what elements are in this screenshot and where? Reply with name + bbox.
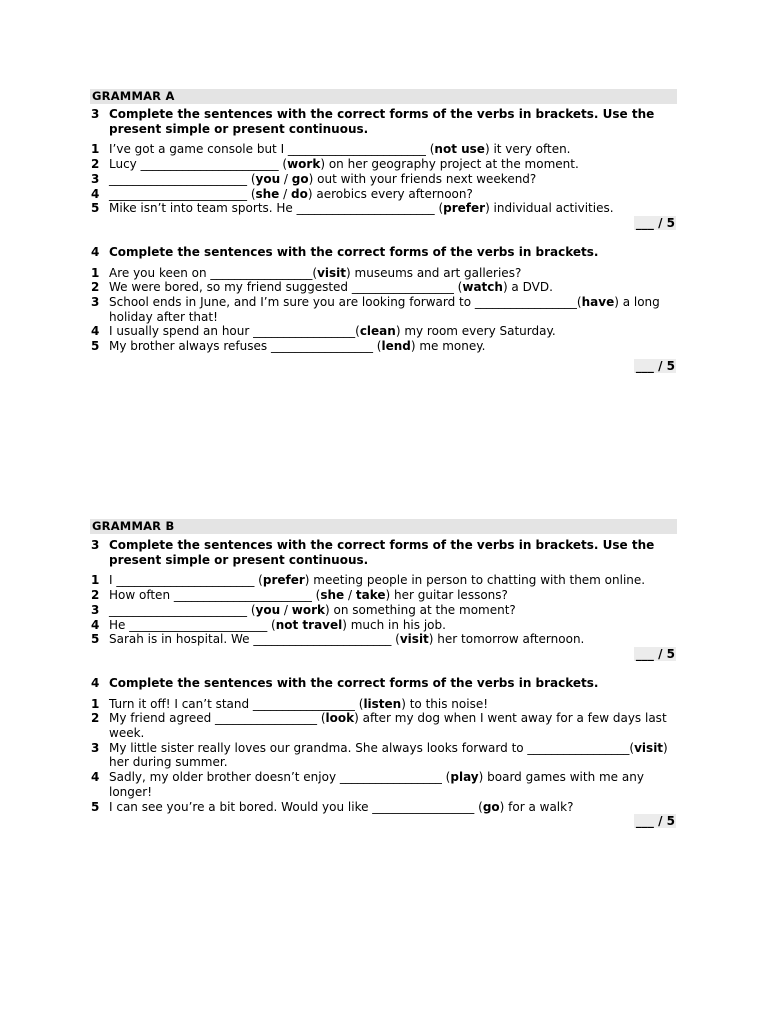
list-item [90,573,677,588]
item-sentence [109,741,677,770]
item-sentence [109,573,677,588]
sentence-text: ) meeting people in person to chatting with them online. [304,573,646,588]
item-number: 3 [91,295,100,310]
sentence-text: _______________________ ( [109,186,256,201]
sentence-text: _______________________ ( [109,171,256,186]
list-item [90,266,677,281]
score-box [90,359,677,373]
item-number: 5 [91,339,100,354]
sentence-text: My friend agreed _________________ ( [109,711,326,726]
sentence-text: I usually spend an hour _________________( [109,324,360,339]
verb-prompt: clean [359,324,396,339]
sentence-text: ) aerobics every afternoon? [307,186,473,201]
sentence-text: I _______________________ ( [109,573,263,588]
exercise-3 [90,538,677,661]
sentence-text: How often _______________________ ( [109,588,321,603]
verb-prompt: not use [434,142,485,157]
item-sentence [109,187,677,202]
verb-prompt: go [482,799,500,814]
exercise-instruction: Complete the sentences with the correct forms of the verbs in brackets. Use the present simple or present continuous. [109,107,655,136]
sentence-text: Sadly, my older brother doesn’t enjoy _________________ ( [109,770,451,785]
verb-prompt: take [355,588,386,603]
grammar-a-section [90,89,677,373]
score-box [90,216,677,230]
verb-prompt: visit [634,740,664,755]
item-sentence [109,266,677,281]
score-text: ___ / 5 [635,646,675,661]
item-sentence [109,603,677,618]
list-item [90,187,677,202]
verb-prompt: play [450,770,479,785]
item-number: 3 [91,602,100,617]
score-text: ___ / 5 [635,814,675,829]
verb-prompt: not travel [275,617,343,632]
item-number: 4 [91,770,100,785]
item-list [90,142,677,216]
item-sentence [109,172,677,187]
verb-prompt: visit [317,265,347,280]
grammar-b-section [90,519,677,828]
item-number: 3 [91,740,100,755]
verb-prompt: work [291,602,326,617]
sentence-text: / [280,171,292,186]
item-number: 4 [91,324,100,339]
verb-prompt: prefer [262,573,305,588]
list-item [90,588,677,603]
sentence-text: ) her tomorrow afternoon. [428,632,585,647]
exercise-number: 4 [91,244,100,259]
item-sentence [109,711,677,740]
section-title: GRAMMAR A [90,89,677,104]
sentence-text: ) much in his job. [342,617,446,632]
exercise-4 [90,676,677,828]
exercise-header [90,676,677,691]
verb-prompt: watch [462,280,503,295]
sentence-text: Turn it off! I can’t stand _________________ ( [109,696,364,711]
verb-prompt: she [320,588,345,603]
verb-prompt: prefer [443,201,486,216]
list-item [90,280,677,295]
item-number: 1 [91,696,100,711]
exercise-number: 3 [91,538,100,552]
item-sentence [109,632,677,647]
sentence-text: ) museums and art galleries? [346,265,522,280]
item-number: 1 [91,265,100,280]
item-sentence [109,324,677,339]
sentence-text: He _______________________ ( [109,617,276,632]
exercise-header [90,107,677,136]
sentence-text: / [280,602,292,617]
sentence-text: ) to this noise! [401,696,489,711]
item-sentence [109,201,677,216]
list-item [90,324,677,339]
score-text: ___ / 5 [635,215,675,230]
sentence-text: ) after my dog when I went away for a few days last week. [109,711,667,741]
section-title: GRAMMAR B [90,519,677,534]
list-item [90,741,677,770]
sentence-text: _______________________ ( [109,602,256,617]
exercise-instruction: Complete the sentences with the correct forms of the verbs in brackets. Use the present simple or present continuous. [109,538,655,567]
exercise-instruction: Complete the sentences with the correct forms of the verbs in brackets. [109,675,599,690]
sentence-text: ) me money. [410,339,486,354]
item-number: 5 [91,201,100,216]
sentence-text: ) her guitar lessons? [385,588,508,603]
item-number: 5 [91,632,100,647]
item-sentence [109,697,677,712]
item-list [90,266,677,354]
sentence-text: Are you keen on _________________( [109,265,318,280]
sentence-text: ) out with your friends next weekend? [308,171,537,186]
verb-prompt: have [581,295,615,310]
verb-prompt: listen [363,696,402,711]
item-number: 1 [91,573,100,588]
item-number: 2 [91,588,100,603]
item-sentence [109,339,677,354]
verb-prompt: go [291,171,309,186]
list-item [90,603,677,618]
list-item [90,711,677,740]
item-number: 3 [91,171,100,186]
item-number: 4 [91,617,100,632]
sentence-text: ) her during summer. [109,740,668,770]
verb-prompt: look [325,711,355,726]
sentence-text: I can see you’re a bit bored. Would you like _________________ ( [109,799,483,814]
sentence-text: ) it very often. [484,142,571,157]
exercise-number: 3 [91,107,100,121]
exercise-header [90,245,677,260]
item-number: 4 [91,186,100,201]
list-item [90,632,677,647]
item-number: 2 [91,280,100,295]
list-item [90,142,677,157]
sentence-text: ) a DVD. [502,280,553,295]
sentence-text: ) a long holiday after that! [109,295,660,324]
item-number: 5 [91,799,100,814]
exercise-3 [90,107,677,230]
exercise-instruction: Complete the sentences with the correct forms of the verbs in brackets. [109,244,599,259]
item-sentence [109,142,677,157]
item-number: 2 [91,711,100,726]
item-sentence [109,618,677,633]
sentence-text: Mike isn’t into team sports. He _______________________ ( [109,201,444,216]
sentence-text: / [279,186,291,201]
sentence-text: My brother always refuses _________________ ( [109,339,382,354]
list-item [90,770,677,799]
exercise-number: 4 [91,675,100,690]
item-sentence [109,588,677,603]
sentence-text: My little sister really loves our grandma. She always looks forward to _________________( [109,740,635,755]
item-number: 2 [91,157,100,172]
item-list [90,697,677,815]
sentence-text: ) for a walk? [499,799,574,814]
list-item [90,697,677,712]
item-list [90,573,677,647]
sentence-text: ) board games with me any longer! [109,770,644,799]
verb-prompt: you [255,171,281,186]
sentence-text: ) on her geography project at the moment. [320,157,579,172]
list-item [90,339,677,354]
list-item [90,295,677,324]
score-text: ___ / 5 [635,358,675,373]
list-item [90,172,677,187]
list-item [90,618,677,633]
sentence-text: ) individual activities. [485,201,614,216]
sentence-text: Sarah is in hospital. We _______________________ ( [109,632,400,647]
item-sentence [109,770,677,799]
item-sentence [109,295,677,324]
verb-prompt: visit [399,632,429,647]
sentence-text: ) on something at the moment? [325,602,516,617]
list-item [90,157,677,172]
verb-prompt: do [291,186,308,201]
exercise-4 [90,245,677,373]
list-item [90,201,677,216]
sentence-text: Lucy _______________________ ( [109,157,288,172]
item-sentence [109,157,677,172]
list-item [90,800,677,815]
score-box [90,647,677,661]
item-sentence [109,280,677,295]
sentence-text: ) my room every Saturday. [395,324,556,339]
item-number: 1 [91,142,100,157]
item-sentence [109,800,677,815]
sentence-text: We were bored, so my friend suggested _________________ ( [109,280,463,295]
score-box [90,814,677,828]
verb-prompt: work [287,157,321,172]
exercise-header [90,538,677,567]
sentence-text: School ends in June, and I’m sure you are looking forward to _________________( [109,295,582,310]
verb-prompt: she [255,186,280,201]
sentence-text: / [344,588,356,603]
sentence-text: I’ve got a game console but I _______________________ ( [109,142,435,157]
verb-prompt: lend [381,339,411,354]
verb-prompt: you [255,602,281,617]
